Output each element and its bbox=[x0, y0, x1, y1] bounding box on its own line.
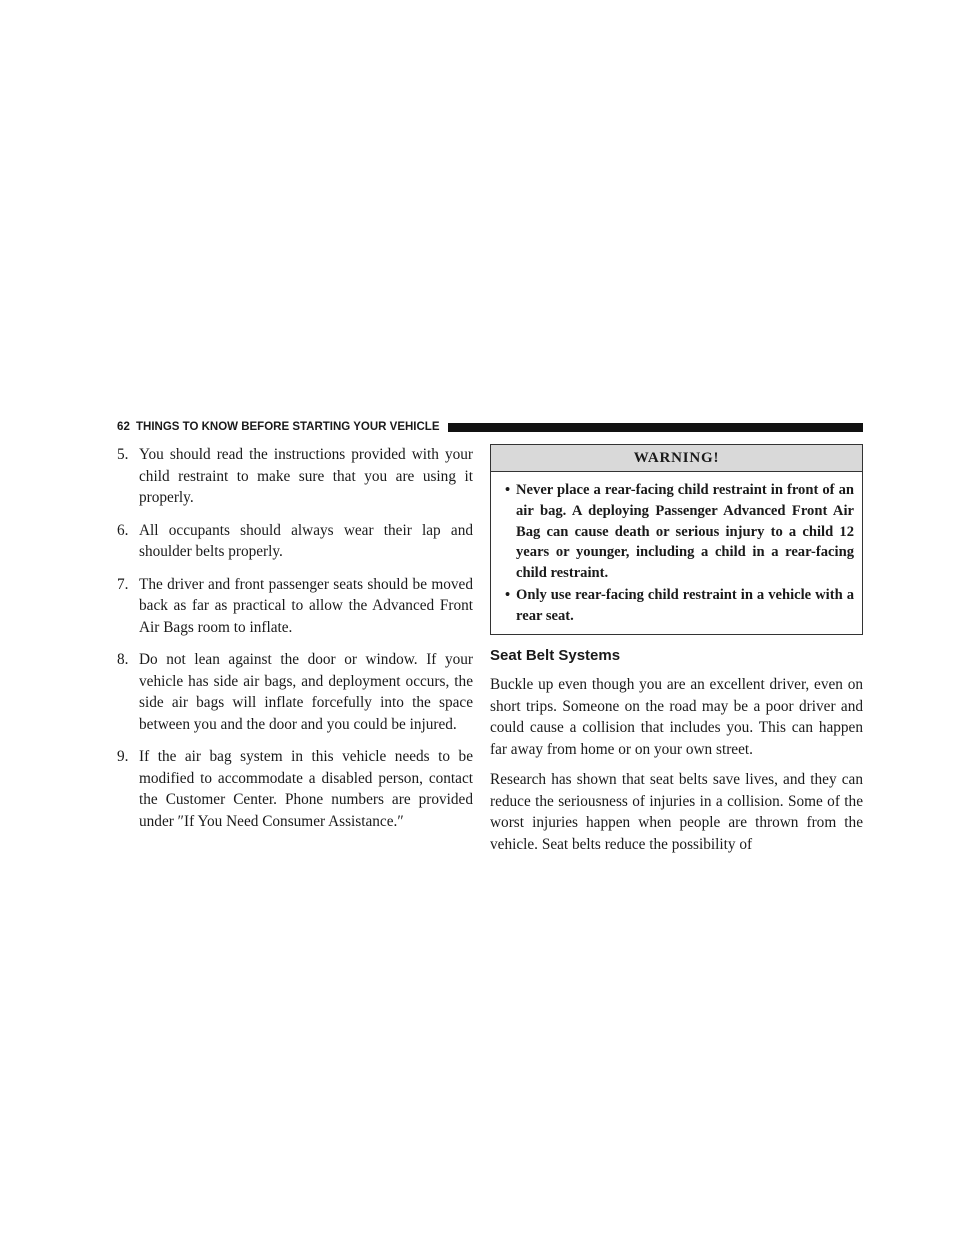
list-item bbox=[117, 746, 473, 832]
list-item-text: You should read the instructions provided with your child restraint to make sure that you are using it properly. bbox=[139, 446, 473, 506]
warning-item bbox=[505, 480, 854, 584]
list-item-number: 7. bbox=[117, 575, 129, 593]
section-title: Seat Belt Systems bbox=[490, 646, 621, 664]
instruction-list bbox=[117, 444, 473, 832]
paragraph: Buckle up even though you are an excellent driver, even on short trips. Someone on the road may be a poor driver and could cause a collision that includes you. This can happen far away from home or on your own street. bbox=[490, 676, 863, 758]
right-column bbox=[490, 444, 863, 864]
left-column bbox=[117, 444, 473, 843]
warning-list bbox=[491, 472, 862, 634]
warning-item-text: Only use rear-facing child restraint in a vehicle with a rear seat. bbox=[516, 586, 854, 624]
list-item-number: 9. bbox=[117, 748, 129, 765]
page-header bbox=[117, 418, 863, 436]
list-item-text: All occupants should always wear their lap and shoulder belts properly. bbox=[139, 521, 473, 560]
warning-item-text: Never place a rear-facing child restraint in front of an air bag. A deploying Passenger Advanced Front Air Bag can cause death or serious injury to a child 12 years or younger, including a child in a rear-facing child restraint. bbox=[516, 482, 854, 582]
list-item bbox=[117, 574, 473, 639]
list-item-number: 6. bbox=[117, 521, 129, 539]
header-rule bbox=[448, 423, 864, 432]
list-item-number: 5. bbox=[117, 446, 129, 463]
list-item-number: 8. bbox=[117, 651, 129, 668]
list-item bbox=[117, 649, 473, 735]
bullet-icon: • bbox=[505, 482, 511, 498]
list-item-text: If the air bag system in this vehicle needs to be modified to accommodate a disabled person, contact the Customer Center. Phone numbers are provided under ″If You Need Consumer Assistance.″ bbox=[139, 748, 473, 830]
warning-item bbox=[505, 585, 854, 627]
paragraph: Research has shown that seat belts save lives, and they can reduce the seriousness of injuries in a collision. Some of the worst injuries happen when people are thrown from the vehicle. Seat belts reduce the possibility of bbox=[490, 771, 863, 853]
warning-heading: WARNING! bbox=[491, 445, 862, 472]
list-item-text: Do not lean against the door or window. If your vehicle has side air bags, and deployment occurs, the side air bags will inflate forcefully into the space between you and the door and you could be injured. bbox=[139, 651, 473, 733]
chapter-title: THINGS TO KNOW BEFORE STARTING YOUR VEHICLE bbox=[136, 421, 440, 433]
list-item-text: The driver and front passenger seats should be moved back as far as practical to allow the Advanced Front Air Bags room to inflate. bbox=[139, 575, 473, 636]
page-number: 62 bbox=[117, 421, 130, 433]
warning-box bbox=[490, 444, 863, 635]
bullet-icon: • bbox=[505, 586, 511, 603]
list-item bbox=[117, 444, 473, 509]
list-item bbox=[117, 520, 473, 563]
